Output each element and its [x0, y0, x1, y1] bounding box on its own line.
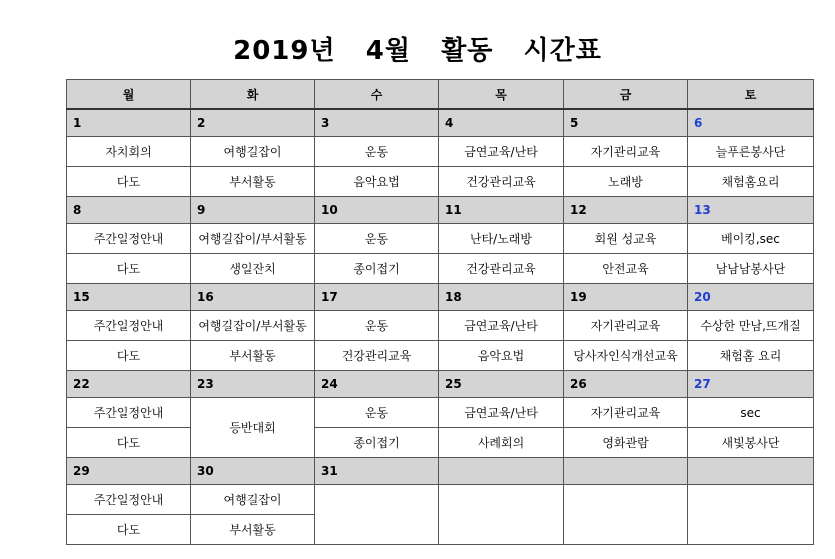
- date-row: [67, 197, 814, 224]
- activity-row: [67, 137, 814, 167]
- activity-cell-merged: 등반대회: [191, 398, 315, 458]
- weekday-header: 목: [439, 80, 564, 110]
- activity-cell: 다도: [67, 167, 191, 197]
- activity-row: [67, 254, 814, 284]
- activity-cell: 난타/노래방: [439, 224, 564, 254]
- date-cell: 22: [67, 371, 191, 398]
- date-cell: 26: [564, 371, 688, 398]
- date-cell: 4: [439, 109, 564, 137]
- activity-cell: 금연교육/난타: [439, 137, 564, 167]
- activity-cell: 음악요법: [315, 167, 439, 197]
- activity-cell: 종이접기: [315, 254, 439, 284]
- date-cell: 25: [439, 371, 564, 398]
- date-cell: 11: [439, 197, 564, 224]
- activity-cell: 늘푸른봉사단: [688, 137, 814, 167]
- activity-cell: 베이킹,sec: [688, 224, 814, 254]
- activity-cell: 부서활동: [191, 167, 315, 197]
- page-title: 2019년 4월 활동 시간표: [233, 36, 602, 66]
- empty-cell: [564, 485, 688, 545]
- activity-cell: 당사자인식개선교육: [564, 341, 688, 371]
- activity-cell: 영화관람: [564, 428, 688, 458]
- activity-row: [67, 167, 814, 197]
- activity-cell: 부서활동: [191, 515, 315, 545]
- date-cell: 1: [67, 109, 191, 137]
- activity-cell: 안전교육: [564, 254, 688, 284]
- date-cell: 12: [564, 197, 688, 224]
- date-cell: 8: [67, 197, 191, 224]
- activity-cell: 종이접기: [315, 428, 439, 458]
- activity-cell: 회원 성교육: [564, 224, 688, 254]
- date-cell: 16: [191, 284, 315, 311]
- weekday-header-row: [67, 80, 814, 110]
- date-cell-saturday: 27: [688, 371, 814, 398]
- weekday-header: 토: [688, 80, 814, 110]
- activity-cell: 자기관리교육: [564, 311, 688, 341]
- activity-cell: 다도: [67, 254, 191, 284]
- date-cell: 2: [191, 109, 315, 137]
- date-cell-saturday: 13: [688, 197, 814, 224]
- activity-cell: 주간일정안내: [67, 485, 191, 515]
- activity-cell: 주간일정안내: [67, 311, 191, 341]
- date-cell: 23: [191, 371, 315, 398]
- activity-cell: 사례회의: [439, 428, 564, 458]
- activity-row: [67, 398, 814, 428]
- activity-cell: 건강관리교육: [439, 254, 564, 284]
- empty-cell: [688, 485, 814, 545]
- activity-cell: sec: [688, 398, 814, 428]
- activity-cell: 건강관리교육: [315, 341, 439, 371]
- date-cell-saturday: 6: [688, 109, 814, 137]
- date-cell: 18: [439, 284, 564, 311]
- date-cell: 29: [67, 458, 191, 485]
- activity-cell: 다도: [67, 515, 191, 545]
- date-cell: 17: [315, 284, 439, 311]
- activity-cell: 금연교육/난타: [439, 311, 564, 341]
- activity-cell: 노래방: [564, 167, 688, 197]
- date-cell-saturday: 20: [688, 284, 814, 311]
- date-row: [67, 284, 814, 311]
- schedule-table: [66, 79, 814, 545]
- activity-cell: 다도: [67, 341, 191, 371]
- weekday-header: 금: [564, 80, 688, 110]
- activity-cell: 운동: [315, 137, 439, 167]
- activity-cell: 주간일정안내: [67, 398, 191, 428]
- activity-cell: 자기관리교육: [564, 398, 688, 428]
- activity-cell: 다도: [67, 428, 191, 458]
- activity-cell: 부서활동: [191, 341, 315, 371]
- activity-cell: 여행길잡이: [191, 137, 315, 167]
- weekday-header: 월: [67, 80, 191, 110]
- activity-cell: 음악요법: [439, 341, 564, 371]
- activity-cell: 여행길잡이: [191, 485, 315, 515]
- date-cell: 30: [191, 458, 315, 485]
- empty-cell: [315, 485, 439, 545]
- date-cell: 10: [315, 197, 439, 224]
- activity-row: [67, 311, 814, 341]
- activity-cell: 채험홈 요리: [688, 341, 814, 371]
- date-cell: [439, 458, 564, 485]
- activity-cell: 남남남봉사단: [688, 254, 814, 284]
- empty-cell: [439, 485, 564, 545]
- activity-cell: 주간일정안내: [67, 224, 191, 254]
- activity-row: [67, 224, 814, 254]
- date-cell: [564, 458, 688, 485]
- date-cell-saturday: [688, 458, 814, 485]
- activity-cell: 금연교육/난타: [439, 398, 564, 428]
- activity-cell: 운동: [315, 311, 439, 341]
- activity-cell: 새빛봉사단: [688, 428, 814, 458]
- date-row: [67, 458, 814, 485]
- activity-row: [67, 428, 814, 458]
- activity-cell: 수상한 만남,뜨개질: [688, 311, 814, 341]
- date-cell: 5: [564, 109, 688, 137]
- activity-cell: 운동: [315, 224, 439, 254]
- activity-row: [67, 341, 814, 371]
- activity-cell: 여행길잡이/부서활동: [191, 311, 315, 341]
- date-row: [67, 371, 814, 398]
- date-cell: 24: [315, 371, 439, 398]
- weekday-header: 수: [315, 80, 439, 110]
- activity-cell: 여행길잡이/부서활동: [191, 224, 315, 254]
- activity-cell: 운동: [315, 398, 439, 428]
- date-cell: 9: [191, 197, 315, 224]
- activity-cell: 채험홈요리: [688, 167, 814, 197]
- activity-cell: 자치회의: [67, 137, 191, 167]
- activity-cell: 건강관리교육: [439, 167, 564, 197]
- date-row: [67, 109, 814, 137]
- date-cell: 19: [564, 284, 688, 311]
- weekday-header: 화: [191, 80, 315, 110]
- activity-cell: 자기관리교육: [564, 137, 688, 167]
- activity-row: [67, 485, 814, 515]
- activity-cell: 생일잔치: [191, 254, 315, 284]
- date-cell: 3: [315, 109, 439, 137]
- date-cell: 31: [315, 458, 439, 485]
- date-cell: 15: [67, 284, 191, 311]
